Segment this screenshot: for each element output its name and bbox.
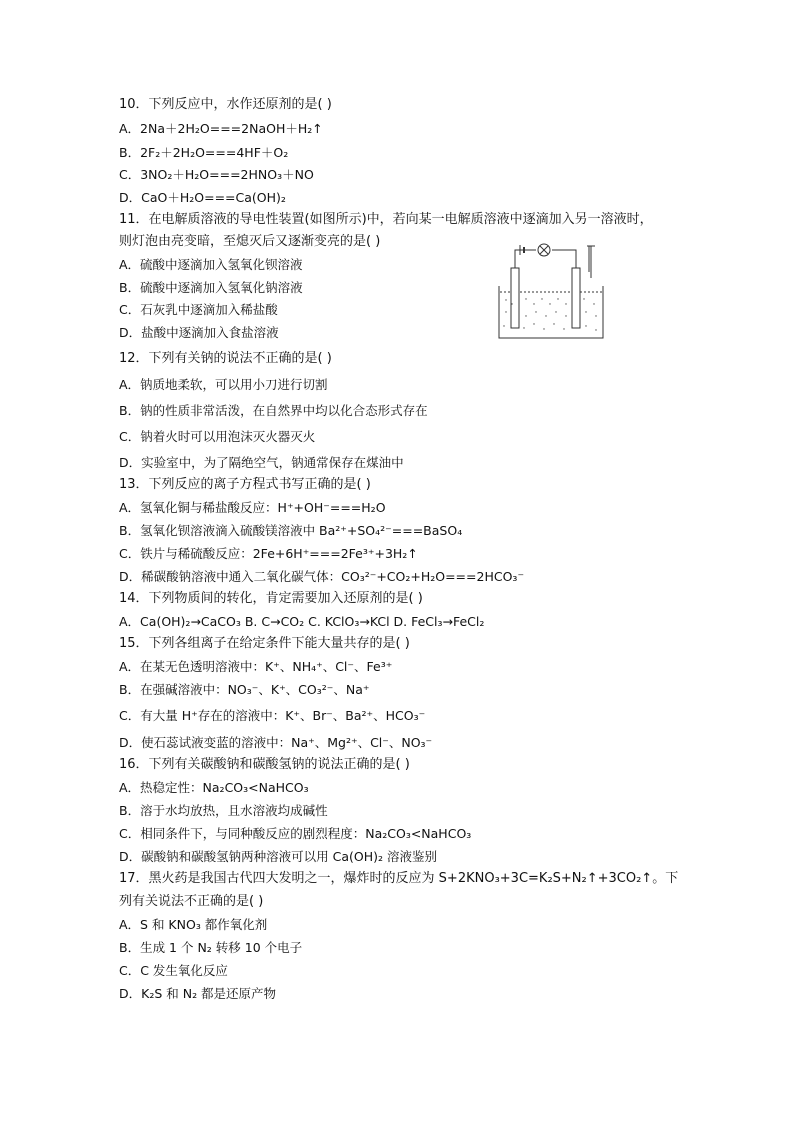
question-14-stem: 14．下列物质间的转化，肯定需要加入还原剂的是( )	[119, 591, 423, 606]
q16-option-d: D．碳酸钠和碳酸氢钠两种溶液可以用 Ca(OH)₂ 溶液鉴别	[119, 849, 437, 864]
q17-option-a: A．S 和 KNO₃ 都作氧化剂	[119, 917, 268, 932]
q11-option-a: A．硫酸中逐滴加入氢氧化钡溶液	[119, 257, 303, 272]
q10-option-c: C．3NO₂＋H₂O===2HNO₃＋NO	[119, 167, 314, 182]
q11-option-d: D．盐酸中逐滴加入食盐溶液	[119, 325, 279, 340]
left-electrode	[511, 268, 519, 328]
question-15-stem: 15．下列各组离子在给定条件下能大量共存的是( )	[119, 636, 410, 651]
question-12-stem: 12．下列有关钠的说法不正确的是( )	[119, 351, 332, 366]
question-11-stem-line1: 11．在电解质溶液的导电性装置(如图所示)中，若向某一电解质溶液中逐滴加入另一溶液时，	[119, 212, 653, 227]
q17-option-d: D．K₂S 和 N₂ 都是还原产物	[119, 986, 277, 1001]
q13-option-b: B．氢氧化钡溶液滴入硫酸镁溶液中 Ba²⁺+SO₄²⁻===BaSO₄	[119, 523, 463, 538]
q13-option-c: C．铁片与稀硫酸反应：2Fe+6H⁺===2Fe³⁺+3H₂↑	[119, 546, 418, 561]
question-17-stem-line1: 17．黑火药是我国古代四大发明之一，爆炸时的反应为 S+2KNO₃+3C=K₂S+N₂↑+3CO₂↑。下	[119, 871, 679, 886]
q11-option-c: C．石灰乳中逐滴加入稀盐酸	[119, 302, 278, 317]
q12-option-b: B．钠的性质非常活泼，在自然界中均以化合态形式存在	[119, 403, 428, 418]
q10-option-d: D．CaO＋H₂O===Ca(OH)₂	[119, 190, 286, 205]
q15-option-d: D．使石蕊试液变蓝的溶液中：Na⁺、Mg²⁺、Cl⁻、NO₃⁻	[119, 735, 433, 750]
q12-option-d: D．实验室中，为了隔绝空气，钠通常保存在煤油中	[119, 455, 404, 470]
q12-option-c: C．钠着火时可以用泡沫灭火器灭火	[119, 429, 316, 444]
question-11-stem-line2: 则灯泡由亮变暗，至熄灭后又逐渐变亮的是( )	[119, 234, 381, 249]
q13-option-d: D．稀碳酸钠溶液中通入二氧化碳气体：CO₃²⁻+CO₂+H₂O===2HCO₃⁻	[119, 569, 525, 584]
q16-option-a: A．热稳定性：Na₂CO₃<NaHCO₃	[119, 780, 309, 795]
q11-option-b: B．硫酸中逐滴加入氢氧化钠溶液	[119, 280, 303, 295]
q15-option-c: C．有大量 H⁺存在的溶液中：K⁺、Br⁻、Ba²⁺、HCO₃⁻	[119, 708, 426, 723]
question-10-stem: 10．下列反应中，水作还原剂的是( )	[119, 97, 332, 112]
conductivity-apparatus-diagram	[496, 242, 606, 342]
q15-option-b: B．在强碱溶液中：NO₃⁻、K⁺、CO₃²⁻、Na⁺	[119, 682, 370, 697]
right-electrode	[572, 268, 580, 328]
q17-option-b: B．生成 1 个 N₂ 转移 10 个电子	[119, 940, 303, 955]
question-16-stem: 16．下列有关碳酸钠和碳酸氢钠的说法正确的是( )	[119, 757, 410, 772]
q14-options-inline: A．Ca(OH)₂→CaCO₃ B. C→CO₂ C. KClO₃→KCl D. FeCl₃→FeCl₂	[119, 614, 485, 629]
q16-option-c: C．相同条件下，与同种酸反应的剧烈程度：Na₂CO₃<NaHCO₃	[119, 826, 472, 841]
question-17-stem-line2: 列有关说法不正确的是( )	[119, 894, 264, 909]
q17-option-c: C．C 发生氧化反应	[119, 963, 228, 978]
q13-option-a: A．氢氧化铜与稀盐酸反应：H⁺+OH⁻===H₂O	[119, 500, 386, 515]
question-13-stem: 13．下列反应的离子方程式书写正确的是( )	[119, 477, 371, 492]
q10-option-a: A．2Na＋2H₂O===2NaOH＋H₂↑	[119, 121, 323, 136]
q12-option-a: A．钠质地柔软，可以用小刀进行切割	[119, 377, 328, 392]
q10-option-b: B．2F₂＋2H₂O===4HF＋O₂	[119, 145, 289, 160]
q15-option-a: A．在某无色透明溶液中：K⁺、NH₄⁺、Cl⁻、Fe³⁺	[119, 659, 393, 674]
q16-option-b: B．溶于水均放热，且水溶液均成碱性	[119, 803, 328, 818]
